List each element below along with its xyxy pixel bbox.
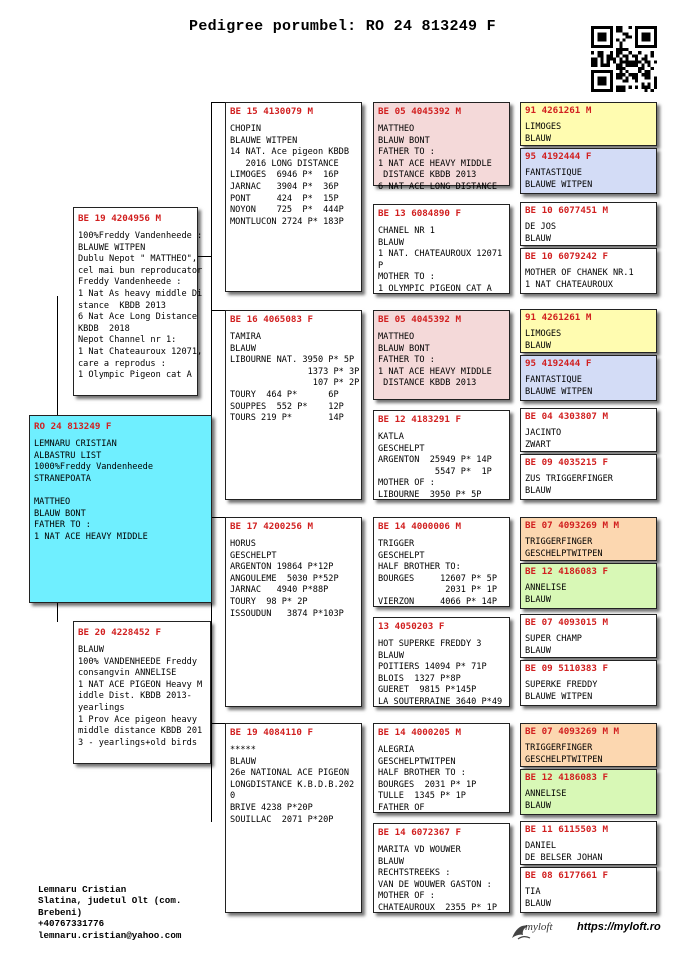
great-grandparent-info: ALEGRIA GESCHELPTWITPEN HALF BROTHER TO : BOURGES 2031 P* 1P TULLE 1345 P* 1P FATHER OF	[378, 745, 477, 813]
gen4-card	[520, 769, 657, 815]
great-grandparent-card	[373, 204, 510, 294]
dam-info: BLAUW 100% VANDENHEEDE Freddy consangvin ANNELISE 1 NAT ACE PIGEON Heavy M iddle Dist. KBDB 2013- yearlings 1 Prov Ace pigeon heavy middle distance KBDB 201 3 - yearlings+old birds	[78, 645, 203, 748]
gen4-ring: BE 10 6079242 F	[525, 251, 608, 262]
gen4-ring: BE 07 4093269 M M	[525, 520, 620, 531]
gen4-ring: BE 09 5110383 F	[525, 663, 608, 674]
sire-ring: BE 19 4204956 M	[78, 213, 161, 224]
great-grandparent-ring: BE 14 4000006 M	[378, 521, 461, 532]
qr-code	[590, 26, 658, 92]
subject-ring: RO 24 813249 F	[34, 421, 112, 432]
sire-card	[73, 207, 203, 396]
gen4-info: LIMOGES BLAUW	[525, 329, 562, 351]
gen4-info: ANNELISE BLAUW	[525, 583, 567, 605]
gen4-ring: BE 09 4035215 F	[525, 457, 608, 468]
great-grandparent-ring: BE 05 4045392 M	[378, 106, 461, 117]
dam-card	[73, 621, 211, 764]
gen4-ring: 95 4192444 F	[525, 358, 592, 369]
gen4-card	[520, 102, 657, 146]
great-grandparent-ring: BE 14 4000205 M	[378, 727, 461, 738]
gen4-card	[520, 867, 657, 913]
gen4-ring: 91 4261261 M	[525, 105, 592, 116]
gen4-info: SUPER CHAMP BLAUW	[525, 634, 582, 656]
sire-info: 100%Freddy Vandenheede : BLAUWE WITPEN Dublu Nepot " MATTHEO", cel mai bun reproducator Freddy Vandenheede : 1 Nat As heavy middle Di stance KBDB 2013 6 Nat Ace Long Distance KBDB 2018 Nepot Channel nr 1: 1 Nat Chateauroux 12071, care a reprodus : 1 Olympic Pigeon cat A	[78, 231, 203, 381]
great-grandparent-ring: BE 13 6084890 F	[378, 208, 461, 219]
owner-contact: Lemnaru Cristian Slatina, judetul Olt (com. Brebeni) +40767331776 lemnaru.cristian@yahoo.com	[38, 884, 182, 941]
gen4-ring: 95 4192444 F	[525, 151, 592, 162]
gen4-card	[520, 148, 657, 194]
great-grandparent-info: MATTHEO BLAUW BONT FATHER TO : 1 NAT ACE HEAVY MIDDLE DISTANCE KBDB 2013	[378, 332, 492, 389]
gen4-card	[520, 723, 657, 767]
gen4-info: TRIGGERFINGER GESCHELPTWITPEN	[525, 537, 603, 559]
great-grandparent-info: MATTHEO BLAUW BONT FATHER TO : 1 NAT ACE HEAVY MIDDLE DISTANCE KBDB 2013 6 NAT ACE LONG DISTANCE	[378, 124, 497, 192]
gen4-ring: BE 07 4093015 M	[525, 617, 608, 628]
logo-text: myloft	[525, 921, 553, 933]
gen4-ring: BE 07 4093269 M M	[525, 726, 620, 737]
gen4-info: FANTASTIQUE BLAUWE WITPEN	[525, 375, 593, 397]
gen4-ring: BE 12 4186083 F	[525, 566, 608, 577]
grandparent-card	[225, 723, 362, 913]
gen4-info: MOTHER OF CHANEK NR.1 1 NAT CHATEAUROUX	[525, 268, 634, 290]
gen4-card	[520, 454, 657, 500]
great-grandparent-ring: BE 14 6072367 F	[378, 827, 461, 838]
grandparent-ring: BE 16 4065083 F	[230, 314, 313, 325]
gen4-ring: BE 04 4303807 M	[525, 411, 608, 422]
grandparent-info: ***** BLAUW 26e NATIONAL ACE PIGEON LONGDISTANCE K.B.D.B.202 0 BRIVE 4238 P*20P SOUILLAC 2071 P*20P	[230, 745, 355, 825]
subject-info: LEMNARU CRISTIAN ALBASTRU LIST 1000%Freddy Vandenheede STRANEPOATA MATTHEO BLAUW BONT FATHER TO : 1 NAT ACE HEAVY MIDDLE	[34, 439, 153, 542]
grandparent-ring: BE 15 4130079 M	[230, 106, 313, 117]
gen4-info: LIMOGES BLAUW	[525, 122, 562, 144]
gen4-card	[520, 821, 657, 865]
subject-card	[29, 415, 212, 603]
grandparent-ring: BE 19 4084110 F	[230, 727, 313, 738]
great-grandparent-ring: 13 4050203 F	[378, 621, 445, 632]
great-grandparent-info: CHANEL NR 1 BLAUW 1 NAT. CHATEAUROUX 12071 P MOTHER TO : 1 OLYMPIC PIGEON CAT A	[378, 226, 503, 294]
great-grandparent-card	[373, 102, 510, 192]
gen4-info: TRIGGERFINGER GESCHELPTWITPEN	[525, 743, 603, 765]
gen4-card	[520, 248, 657, 294]
great-grandparent-info: KATLA GESCHELPT ARGENTON 25949 P* 14P 5547 P* 1P MOTHER OF : LIBOURNE 3950 P* 5P	[378, 432, 492, 500]
gen4-card	[520, 614, 657, 658]
grandparent-info: CHOPIN BLAUWE WITPEN 14 NAT. Ace pigeon KBDB 2016 LONG DISTANCE LIMOGES 6946 P* 16P JARNAC 3904 P* 36P PONT 424 P* 15P NOYON 725 P* 444P MONTLUCON 2724 P* 183P	[230, 124, 349, 227]
gen4-card	[520, 517, 657, 561]
gen4-card	[520, 355, 657, 401]
gen4-info: SUPERKE FREDDY BLAUWE WITPEN	[525, 680, 598, 702]
great-grandparent-card	[373, 310, 510, 400]
great-grandparent-ring: BE 05 4045392 M	[378, 314, 461, 325]
great-grandparent-info: MARITA VD WOUWER BLAUW RECHTSTREEKS : VAN DE WOUWER GASTON : MOTHER OF : CHATEAUROUX 2355 P* 1P	[378, 845, 497, 913]
grandparent-card	[225, 310, 362, 500]
website-link[interactable]: https://myloft.ro	[577, 921, 661, 933]
gen4-card	[520, 309, 657, 353]
great-grandparent-card	[373, 410, 510, 500]
gen4-ring: BE 11 6115503 M	[525, 824, 608, 835]
gen4-info: ANNELISE BLAUW	[525, 789, 567, 811]
great-grandparent-card	[373, 723, 510, 813]
gen4-info: TIA BLAUW	[525, 887, 551, 909]
great-grandparent-card	[373, 823, 510, 913]
grandparent-info: HORUS GESCHELPT ARGENTON 19864 P*12P ANGOULEME 5030 P*52P JARNAC 4940 P*88P TOURY 98 P* 2P ISSOUDUN 3874 P*103P	[230, 539, 344, 619]
gen4-info: DE JOS BLAUW	[525, 222, 557, 244]
great-grandparent-info: HOT SUPERKE FREDDY 3 BLAUW POITIERS 14094 P* 71P BLOIS 1327 P*8P GUERET 9815 P*145P LA SOUTERRAINE 3640 P*49	[378, 639, 503, 707]
grandparent-info: TAMIRA BLAUW LIBOURNE NAT. 3950 P* 5P 1373 P* 3P 107 P* 2P TOURY 464 P* 6P SOUPPES 552 P* 12P TOURS 219 P* 14P	[230, 332, 360, 424]
gen4-card	[520, 660, 657, 706]
gen4-ring: BE 08 6177661 F	[525, 870, 608, 881]
great-grandparent-card	[373, 617, 510, 707]
gen4-ring: BE 10 6077451 M	[525, 205, 608, 216]
gen4-card	[520, 408, 657, 452]
gen4-ring: BE 12 4186083 F	[525, 772, 608, 783]
grandparent-ring: BE 17 4200256 M	[230, 521, 313, 532]
gen4-info: ZUS TRIGGERFINGER BLAUW	[525, 474, 613, 496]
page-title: Pedigree porumbel: RO 24 813249 F	[189, 18, 496, 35]
great-grandparent-card	[373, 517, 510, 607]
dam-ring: BE 20 4228452 F	[78, 627, 161, 638]
gen4-card	[520, 563, 657, 609]
gen4-info: FANTASTIQUE BLAUWE WITPEN	[525, 168, 593, 190]
gen4-info: JACINTO ZWART	[525, 428, 562, 450]
great-grandparent-info: TRIGGER GESCHELPT HALF BROTHER TO: BOURGES 12607 P* 5P 2031 P* 1P VIERZON 4066 P* 14P	[378, 539, 497, 607]
grandparent-card	[225, 517, 362, 707]
great-grandparent-ring: BE 12 4183291 F	[378, 414, 461, 425]
gen4-info: DANIEL DE BELSER JOHAN	[525, 841, 603, 863]
grandparent-card	[225, 102, 362, 292]
gen4-card	[520, 202, 657, 246]
gen4-ring: 91 4261261 M	[525, 312, 592, 323]
